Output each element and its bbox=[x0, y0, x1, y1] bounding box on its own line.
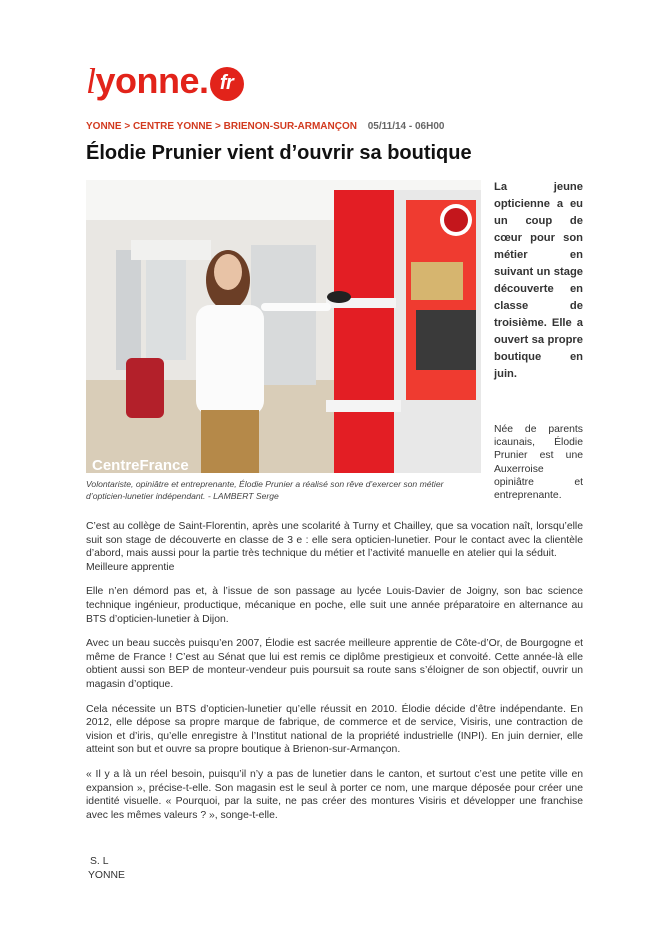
photo-watermark: CentreFrance bbox=[92, 457, 189, 473]
signature-initials: S. L bbox=[90, 856, 109, 867]
logo-prefix: l bbox=[86, 61, 96, 101]
article-title: Élodie Prunier vient d’ouvrir sa boutique bbox=[86, 142, 472, 164]
shop-interior-illustration bbox=[86, 180, 481, 473]
site-logo[interactable] bbox=[86, 60, 244, 102]
signature-edition: YONNE bbox=[88, 870, 125, 881]
photo-caption: Volontariste, opiniâtre et entreprenante, Élodie Prunier a réalisé son rêve d’exercer son métier d’opticien-lunetier indépendant. - LAMBERT Serge bbox=[86, 479, 444, 501]
article-body bbox=[86, 520, 583, 833]
publication-date: 05/11/14 - 06H00 bbox=[367, 121, 445, 132]
breadcrumb bbox=[86, 121, 444, 132]
article-paragraph: C’est au collège de Saint-Florentin, après une scolarité à Turny et Chailley, que sa vocation naît, lorsqu’elle suit son stage de découverte en classe de 3 e : elle sera opticien-lunetier. Pour le contact avec la clientèle d’abord, mais aussi pour la partie très technique du métier et l’activité manuelle en atelier qui la séduit. Meilleure apprentie bbox=[86, 521, 583, 573]
logo-tld-badge: fr bbox=[210, 67, 244, 101]
logo-name: yonne bbox=[95, 60, 200, 101]
article-lede: La jeune opticienne a eu un coup de cœur pour son métier en suivant un stage découverte en classe de troisième. Elle a ouvert sa propre boutique en juin. bbox=[494, 181, 583, 380]
article-paragraph: Cela nécessite un BTS d’opticien-lunetier qu’elle réussit en 2010. Élodie décide d’être indépendante. En 2012, elle dépose sa propre marque de fabrique, de commerce et de service, Visiris, une contraction de vision et d’iris, qu’elle enregistre à l’Institut national de la propriété industrielle (INPI). En juin dernier, elle atteint son but et ouvre sa propre boutique à Brienon-sur-Armançon. bbox=[86, 703, 583, 756]
logo-dot: . bbox=[199, 60, 209, 101]
article-intro: Née de parents icaunais, Élodie Prunier est une Auxerroise opiniâtre et entreprenante. bbox=[494, 424, 583, 502]
article-signature bbox=[88, 855, 125, 883]
article-photo bbox=[86, 180, 481, 473]
article-paragraph: Avec un beau succès puisqu’en 2007, Élodie est sacrée meilleure apprentie de Côte-d’Or, de Bourgogne et même de France ! C’est au Sénat que lui est remis ce diplôme prestigieux et convoité. Cette année-là elle obtient aussi son BEP de monteur-vendeur puis poursuit sa route sans s’éloigner de son objectif, ouvrir un magasin d’optique. bbox=[86, 638, 583, 690]
article-paragraph: « Il y a là un réel besoin, puisqu’il n’y a pas de lunetier dans le canton, et surtout c’est une petite ville en expansion », précise-t-elle. Son magasin est le seul à porter ce nom, une marque déposée pour créer une identité visuelle. « Pourquoi, par la suite, ne pas créer des montures Visiris et développer une franchise avec les mêmes valeurs ? », songe-t-elle. bbox=[86, 768, 583, 821]
breadcrumb-path[interactable]: YONNE > CENTRE YONNE > BRIENON-SUR-ARMANÇON bbox=[86, 121, 357, 132]
article-paragraph: Elle n’en démord pas et, à l’issue de son passage au lycée Louis-Davier de Joigny, son bac science technique ingénieur, productique, mécanique en poche, elle suit une année préparatoire en alternance au BTS d’opticien-lunetier à Dijon. bbox=[86, 586, 583, 625]
